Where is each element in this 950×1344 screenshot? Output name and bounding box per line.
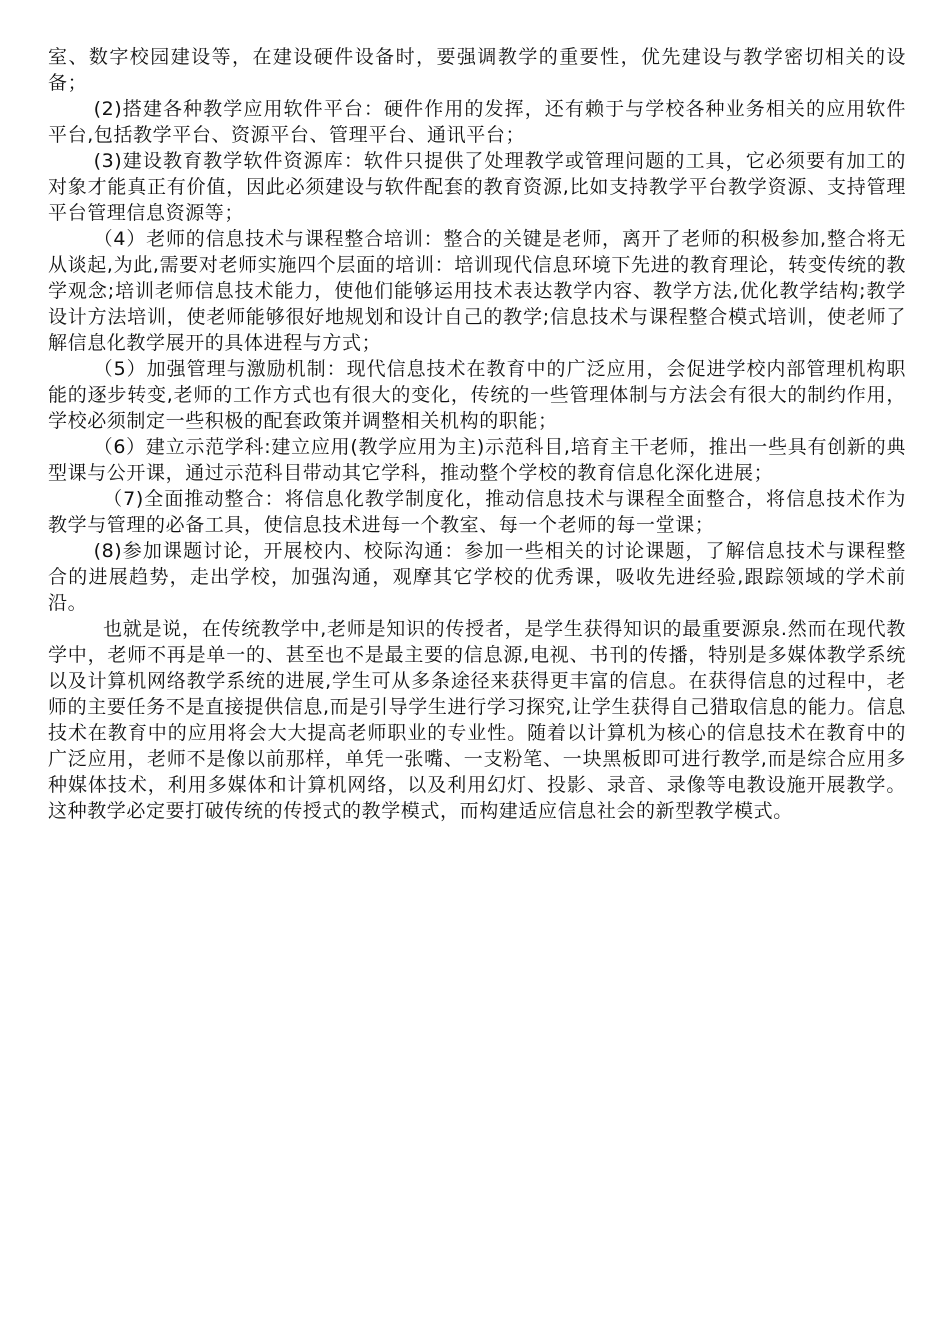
paragraph-item-4: （4）老师的信息技术与课程整合培训：整合的关键是老师，离开了老师的积极参加,整合将无从谈起,为此,需要对老师实施四个层面的培训：培训现代信息环境下先进的教育理论，转变传统的教学观念;培训老师信息技术能力，使他们能够运用技术表达教学内容、教学方法,优化教学结构;教学设计方法培训，使老师能够很好地规划和设计自己的教学;信息技术与课程整合模式培训，使老师了解信息化教学展开的具体进程与方式； — [48, 228, 906, 354]
document-body — [48, 44, 906, 824]
paragraph-summary: 也就是说，在传统教学中,老师是知识的传授者，是学生获得知识的最重要源泉.然而在现代教学中，老师不再是单一的、甚至也不是最主要的信息源,电视、书刊的传播，特别是多媒体教学系统以及计算机网络教学系统的进展,学生可从多条途径来获得更丰富的信息。在获得信息的过程中，老师的主要任务不是直接提供信息,而是引导学生进行学习探究,让学生获得自己猎取信息的能力。信息技术在教育中的应用将会大大提高老师职业的专业性。随着以计算机为核心的信息技术在教育中的广泛应用，老师不是像以前那样，单凭一张嘴、一支粉笔、一块黑板即可进行教学,而是综合应用多种媒体技术，利用多媒体和计算机网络，以及利用幻灯、投影、录音、录像等电教设施开展教学。这种教学必定要打破传统的传授式的教学模式，而构建适应信息社会的新型教学模式。 — [48, 618, 906, 822]
paragraph-item-5: （5）加强管理与激励机制：现代信息技术在教育中的广泛应用，会促进学校内部管理机构职能的逐步转变,老师的工作方式也有很大的变化，传统的一些管理体制与方法会有很大的制约作用，学校必须制定一些积极的配套政策并调整相关机构的职能； — [48, 358, 906, 432]
paragraph-item-7: （7)全面推动整合：将信息化教学制度化，推动信息技术与课程全面整合，将信息技术作为教学与管理的必备工具，使信息技术进每一个教室、每一个老师的每一堂课； — [48, 488, 906, 536]
paragraph-continuation: 室、数字校园建设等，在建设硬件设备时，要强调教学的重要性，优先建设与教学密切相关的设备； — [48, 46, 906, 94]
paragraph-item-8: (8)参加课题讨论，开展校内、校际沟通：参加一些相关的讨论课题，了解信息技术与课程整合的进展趋势，走出学校，加强沟通，观摩其它学校的优秀课，吸收先进经验,跟踪领域的学术前沿。 — [48, 540, 906, 614]
paragraph-item-6: （6）建立示范学科:建立应用(教学应用为主)示范科目,培育主干老师，推出一些具有创新的典型课与公开课，通过示范科目带动其它学科，推动整个学校的教育信息化深化进展； — [48, 436, 906, 484]
paragraph-item-3: (3)建设教育教学软件资源库：软件只提供了处理教学或管理问题的工具，它必须要有加工的对象才能真正有价值，因此必须建设与软件配套的教育资源,比如支持教学平台教学资源、支持管理平台管理信息资源等； — [48, 150, 906, 224]
paragraph-item-2: (2)搭建各种教学应用软件平台：硬件作用的发挥，还有赖于与学校各种业务相关的应用软件平台,包括教学平台、资源平台、管理平台、通讯平台； — [48, 98, 906, 146]
